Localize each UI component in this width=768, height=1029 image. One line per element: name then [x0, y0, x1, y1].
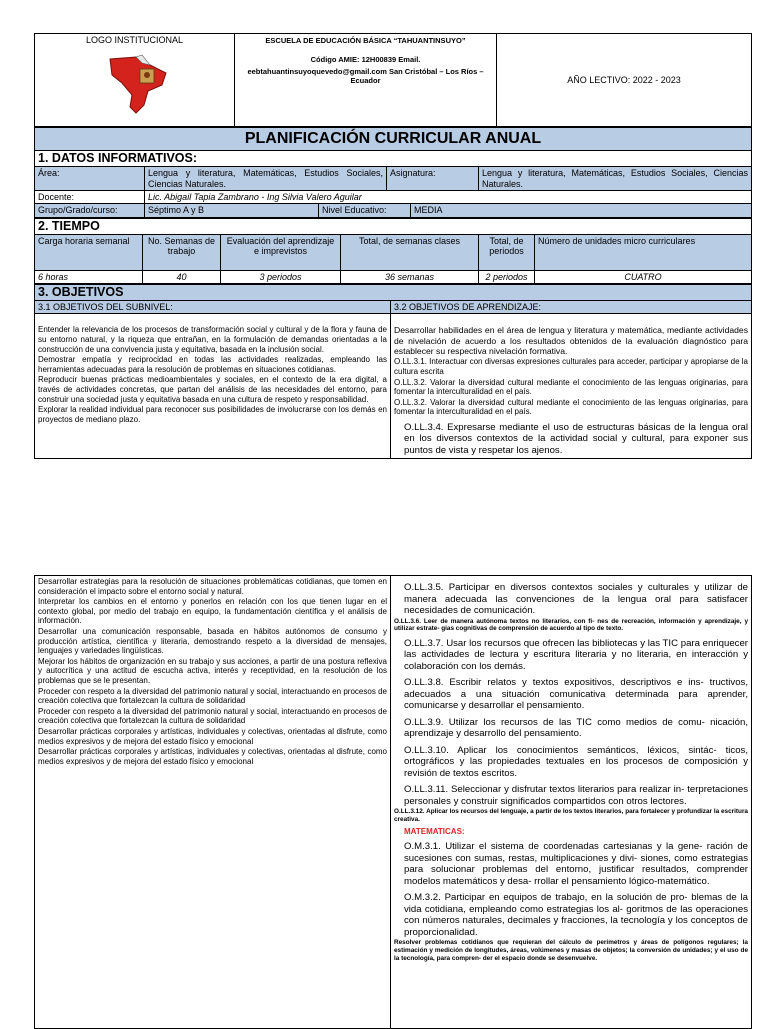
section-objetivos-heading: 3. OBJETIVOS — [35, 285, 752, 301]
docente-value: Lic. Abigail Tapia Zambrano - Ing Silvia Valero Aguilar — [145, 191, 752, 204]
header-table — [34, 33, 752, 127]
grupo-label: Grupo/Grado/curso: — [35, 204, 145, 217]
page-1 — [34, 33, 752, 459]
objetivos-continued-table — [34, 575, 752, 1029]
section-datos-heading: 1. DATOS INFORMATIVOS: — [35, 151, 752, 167]
matematicas-heading: MATEMATICAS: — [404, 826, 465, 836]
logo-label: LOGO INSTITUCIONAL — [85, 35, 183, 45]
objective-item: O.M.3.1. Utilizar el sistema de coordenadas cartesianas y la gene- ración de sucesiones con sumas, restas, multiplicaciones y divi- siones, como estrategias para solucionar problemas del entorno, justificar resultados, comprender modelos matemáticos y desa- rrollar el pensamiento lógico-matemático. — [404, 841, 748, 887]
amie-code: Código AMIE: 12H00839 Email. — [310, 54, 421, 64]
objective-item: O.M.3.2. Participar en equipos de trabajo, en la solución de pro- blemas de la vida cotidiana, empleando como estrategias los al- goritmos de las operaciones con números naturales, decimales y fracciones, la tecnología y los conceptos de proporcionalidad. — [404, 892, 748, 938]
objective-item: Desarrollar prácticas corporales y artísticas, individuales y colectivas, orientadas al disfrute, como medios expresivos y de mejora del estado físico y emocional — [38, 747, 387, 766]
objective-item: O.LL.3.10. Aplicar los conocimientos semánticos, léxicos, sintác- ticos, ortográficos y las propiedades textuales en los procesos de composición y revisión de textos escritos. — [404, 744, 748, 779]
objective-item: Reproducir buenas prácticas medioambientales y sociales, en el contexto de la era digital, a través de actividades concretas, que partan del análisis de las necesidades del entorno, para construir una sociedad justa y equitativa basada en una cultura de respeto y responsabilidad. — [38, 375, 387, 404]
school-year-cell — [497, 34, 752, 127]
tiempo-table — [34, 218, 752, 284]
objective-item: O.LL.3.4. Expresarse mediante el uso de estructuras básicas de la lengua oral en los diversos contextos de la actividad social y cultural, para exponer sus puntos de vista y respetar los ajenos. — [404, 421, 748, 456]
objective-item: O.LL.3.2. Valorar la diversidad cultural mediante el conocimiento de las lenguas originarias, para fomentar la interculturalidad en el país. — [394, 397, 748, 417]
tiempo-header: Total, de semanas clases — [341, 234, 479, 270]
aprendizaje-objectives-2 — [391, 576, 752, 1029]
tiempo-value: 3 periodos — [221, 270, 341, 283]
objective-item: Desarrollar una comunicación responsable, basada en hábitos autónomos de consumo y producción artística, científica y literaria, demostrando respeto a la diversidad de mensajes, lenguajes y variedades lingüísticas. — [38, 626, 387, 656]
objective-item: O.LL.3.12. Aplicar los recursos del lenguaje, a partir de los textos literarios, para fortalecer y profundizar la escritura creativa. — [394, 808, 748, 824]
tiempo-value: 40 — [143, 270, 221, 283]
page-title: PLANIFICACIÓN CURRICULAR ANUAL — [35, 128, 752, 151]
objective-item: O.LL.3.6. Leer de manera autónoma textos no literarios, con fi- nes de recreación, información y aprendizaje, y utilizar estrate- gias cognitivas de comprensión de acuerdo al tipo de texto. — [394, 617, 748, 633]
objective-item: Entender la relevancia de los procesos de transformación social y cultural y de la flora y fauna de su entorno natural, y la riqueza que entrañan, en la formulación de demandas orientadas a la construcción de una convivencia justa y equitativa, basada en la inclusión social. — [38, 325, 387, 354]
objective-item: Demostrar empatía y reciprocidad en todas las actividades realizadas, empleando las herramientas adecuadas para la resolución de problemas en situaciones cotidianas. — [38, 355, 387, 374]
aprendizaje-heading: 3.2 OBJETIVOS DE APRENDIZAJE: — [391, 301, 752, 314]
subnivel-heading: 3.1 OBJETIVOS DEL SUBNIVEL: — [35, 301, 391, 314]
tiempo-value: 2 periodos — [479, 270, 535, 283]
objective-item: O.LL.3.1. Interactuar con diversas expresiones culturales para acceder, participar y apropiarse de la cultura escrita — [394, 357, 748, 376]
tiempo-value: 6 horas — [35, 270, 143, 283]
objective-item: O.LL.3.2. Valorar la diversidad cultural mediante el conocimiento de las lenguas originarias, para fomentar la interculturalidad en el país. — [394, 377, 748, 397]
logo-map-icon — [96, 51, 174, 119]
area-label: Área: — [35, 167, 145, 191]
datos-table — [34, 127, 752, 218]
logo-cell — [35, 34, 235, 127]
section-tiempo-heading: 2. TIEMPO — [35, 218, 752, 234]
page-2 — [34, 575, 752, 1029]
objective-item: O.LL.3.8. Escribir relatos y textos expositivos, descriptivos e ins- tructivos, adecuados a una situación comunicativa determinada para aprender, comunicarse y desarrollar el pensamiento. — [404, 677, 748, 712]
tiempo-header: Número de unidades micro curriculares — [535, 234, 752, 270]
asignatura-value: Lengua y literatura, Matemáticas, Estudios Sociales, Ciencias Naturales. — [479, 167, 752, 191]
objective-item: Desarrollar estrategias para la resolución de situaciones problemáticas cotidianas, que tomen en consideración el impacto sobre el entorno social y natural. — [38, 577, 387, 596]
nivel-label: Nivel Educativo: — [319, 204, 411, 217]
tiempo-header: No. Semanas de trabajo — [143, 234, 221, 270]
objective-item: Desarrollar habilidades en el área de lengua y literatura y matemática, mediante actividades de nivelación de acuerdo a los resultados obtenidos de la evaluación diagnóstico para establecer su respectiva nivelación formativa. — [394, 325, 748, 357]
contact-info: eebtahuantinsuyoquevedo@gmail.com San Cristóbal – Los Ríos – Ecuador — [247, 67, 484, 85]
objective-item: O.LL.3.9. Utilizar los recursos de las TIC como medios de comu- nicación, aprendizaje y desarrollo del pensamiento. — [404, 716, 748, 740]
tiempo-header: Total, de periodos — [479, 234, 535, 270]
objective-item: O.LL.3.11. Seleccionar y disfrutar textos literarios para realizar in- terpretaciones personales y construir significados compartidos con otros lectores. — [404, 784, 748, 807]
objective-item: Explorar la realidad individual para reconocer sus posibilidades de involucrarse con los demás en proyectos de mediano plazo. — [38, 405, 387, 424]
subnivel-objectives-1 — [35, 314, 391, 459]
nivel-value: MEDIA — [411, 204, 752, 217]
objective-item: Mejorar los hábitos de organización en su trabajo y sus acciones, a partir de una postura reflexiva y autocrítica y una actitud de escucha activa, interés y receptividad, en la resolución de los problemas que se le presentan. — [38, 656, 387, 685]
tiempo-header: Evaluación del aprendizaje e imprevistos — [221, 234, 341, 270]
docente-label: Docente: — [35, 191, 145, 204]
objetivos-table — [34, 284, 752, 459]
subnivel-objectives-2 — [35, 576, 391, 1029]
school-year: AÑO LECTIVO: 2022 - 2023 — [567, 74, 681, 85]
objective-item: O.LL.3.7. Usar los recursos que ofrecen las bibliotecas y las TIC para enriquecer las actividades de lectura y escritura literaria y no literaria, en interacción y colaboración con los demás. — [404, 637, 748, 672]
objective-item: Proceder con respeto a la diversidad del patrimonio natural y social, interactuando en procesos de creación colectiva que fortalezcan la cultura de solidaridad — [38, 686, 387, 706]
tiempo-value: CUATRO — [535, 270, 752, 283]
asignatura-label: Asignatura: — [387, 167, 479, 191]
school-info-cell — [235, 34, 497, 127]
objective-item: Interpretar los cambios en el entorno y ponerlos en relación con los que tienen lugar en el contexto global, por medio del trabajo en equipo, la fundamentación científica y el análisis de información. — [38, 597, 387, 626]
aprendizaje-objectives-1 — [391, 314, 752, 459]
school-name: ESCUELA DE EDUCACIÓN BÁSICA “TAHUANTINSUYO” — [265, 36, 466, 45]
tiempo-value: 36 semanas — [341, 270, 479, 283]
objective-item: Proceder con respeto a la diversidad del patrimonio natural y social, interactuando en procesos de creación colectiva que fortalezcan la cultura de solidaridad — [38, 706, 387, 726]
tiempo-header: Carga horaria semanal — [35, 234, 143, 270]
area-value: Lengua y literatura, Matemáticas, Estudios Sociales, Ciencias Naturales. — [145, 167, 387, 191]
objective-item: Desarrollar prácticas corporales y artísticas, individuales y colectivas, orientadas al disfrute, como medios expresivos y de mejora del estado físico y emocional — [38, 726, 387, 746]
grupo-value: Séptimo A y B — [145, 204, 319, 217]
objective-item: Resolver problemas cotidianos que requieran del cálculo de perímetros y áreas de polígonos regulares; la estimación y medición de longitudes, áreas, volúmenes y masas de objetos; la conversión de unidades; y el uso de la tecnología, para compren- der el espacio donde se desenvuelve. — [394, 939, 748, 962]
objective-item: O.LL.3.5. Participar en diversos contextos sociales y culturales y utilizar de manera adecuada las convenciones de la lengua oral para satisfacer necesidades de comunicación. — [404, 582, 748, 616]
